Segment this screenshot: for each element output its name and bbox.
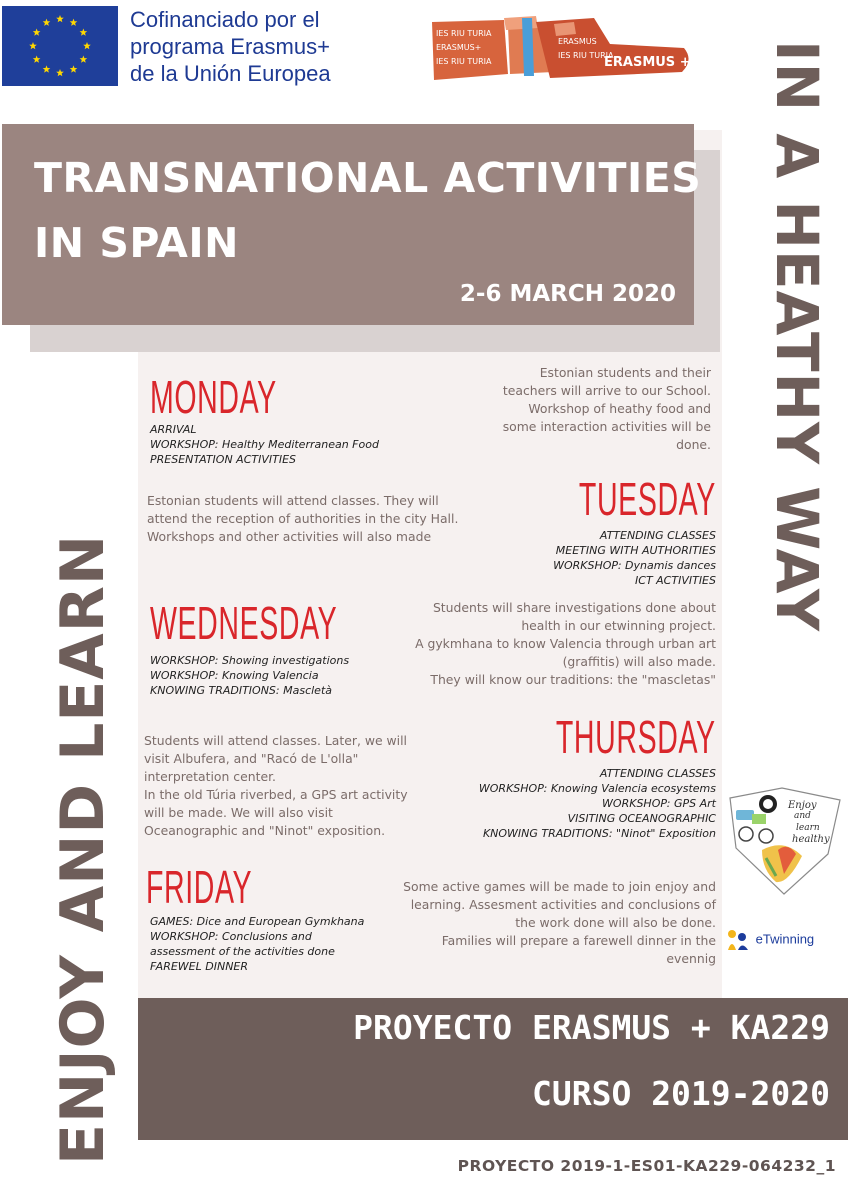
description-line: Students will share investigations done about: [432, 600, 716, 615]
thursday-description: [144, 732, 408, 840]
enjoy-learn-healthy-logo: [722, 786, 846, 896]
activity-item: KNOWING TRADITIONS: Mascletà: [150, 684, 332, 697]
description-line: learning. Assesment activities and conclusions of: [410, 897, 716, 912]
wednesday-activities: [150, 653, 349, 698]
svg-text:ERASMUS+: ERASMUS+: [436, 43, 482, 52]
day-monday-heading: MONDAY: [150, 371, 277, 423]
activity-item: WORKSHOP: Showing investigations: [150, 654, 350, 667]
banner-text-right: IN A HEATHY WAY: [763, 40, 831, 632]
description-line: Workshop of heathy food and: [528, 401, 711, 416]
description-line: the work done will also be done.: [515, 915, 716, 930]
activity-item: MEETING WITH AUTHORITIES: [555, 544, 716, 557]
activity-item: FAREWEL DINNER: [150, 960, 249, 973]
monday-activities: [150, 422, 379, 467]
enjoy-logo-word: and: [794, 811, 811, 821]
etwinning-logo: [724, 928, 814, 952]
description-line: A gykmhana to know Valencia through urban art: [415, 636, 716, 651]
svg-text:IES RIU TURIA: IES RIU TURIA: [558, 51, 614, 60]
description-line: Students will attend classes. Later, we will: [144, 733, 407, 748]
event-dates: 2-6 MARCH 2020: [459, 281, 676, 307]
description-line: Workshops and other activities will also made: [147, 529, 432, 544]
monday-description: [503, 364, 711, 454]
svg-text:ERASMUS +: ERASMUS +: [604, 55, 691, 70]
activity-item: VISITING OCEANOGRAPHIC: [567, 812, 716, 825]
description-line: In the old Túria riverbed, a GPS art activity: [144, 787, 408, 802]
svg-text:IES RIU TURIA: IES RIU TURIA: [436, 29, 492, 38]
description-line: attend the reception of authorities in the city Hall.: [147, 511, 459, 526]
description-line: They will know our traditions: the "mascletas": [430, 672, 716, 687]
activity-item: ATTENDING CLASSES: [599, 529, 716, 542]
eu-funding-line: de la Unión Europea: [130, 61, 331, 86]
right-vertical-banner: [748, 40, 848, 740]
description-line: interpretation center.: [144, 769, 276, 784]
etwinning-label: eTwinning: [755, 931, 815, 947]
description-line: done.: [676, 437, 711, 452]
eu-funding-line: Cofinanciado por el: [130, 7, 320, 32]
eu-funding-text: [130, 6, 331, 87]
enjoy-logo-word: healthy: [792, 834, 830, 845]
description-line: evennig: [666, 951, 716, 966]
svg-text:IES RIU TURIA: IES RIU TURIA: [436, 57, 492, 66]
activity-item: KNOWING TRADITIONS: "Ninot" Exposition: [482, 827, 716, 840]
project-line-1: PROYECTO ERASMUS + KA229: [353, 1008, 830, 1047]
school-footprint-logo: [424, 14, 696, 86]
activity-item: ARRIVAL: [150, 423, 197, 436]
enjoy-logo-word: Enjoy: [788, 800, 817, 811]
left-vertical-banner: [0, 470, 140, 1170]
title-line-2: IN SPAIN: [34, 219, 239, 267]
etwinning-icon: [724, 928, 752, 952]
eu-flag-icon: [2, 6, 118, 86]
activity-item: GAMES: Dice and European Gymkhana: [150, 915, 365, 928]
description-line: visit Albufera, and "Racó de L'olla": [144, 751, 359, 766]
activity-item: WORKSHOP: Knowing Valencia ecosystems: [478, 782, 716, 795]
activity-item: WORKSHOP: Dynamis dances: [553, 559, 716, 572]
project-code: PROYECTO 2019-1-ES01-KA229-064232_1: [457, 1157, 836, 1175]
day-friday-heading: FRIDAY: [146, 861, 253, 913]
activity-item: WORKSHOP: Conclusions and: [150, 930, 312, 943]
banner-text-left: ENJOY AND LEARN: [48, 533, 118, 1165]
thursday-activities: [479, 766, 716, 841]
activity-item: ATTENDING CLASSES: [599, 767, 716, 780]
activity-item: WORKSHOP: Knowing Valencia: [150, 669, 319, 682]
description-line: Some active games will be made to join enjoy and: [403, 879, 716, 894]
friday-activities: [150, 914, 364, 974]
enjoy-logo-word: learn: [796, 823, 820, 833]
description-line: Estonian students and their: [539, 365, 711, 380]
tuesday-description: [147, 492, 458, 546]
description-line: Estonian students will attend classes. They will: [147, 493, 439, 508]
project-line-2: CURSO 2019-2020: [531, 1074, 830, 1113]
description-line: Oceanographic and "Ninot" exposition.: [144, 823, 386, 838]
day-tuesday-heading: TUESDAY: [579, 473, 716, 525]
description-line: Families will prepare a farewell dinner in the: [441, 933, 716, 948]
project-box: [138, 998, 848, 1140]
wednesday-description: [415, 599, 716, 689]
activity-item: ICT ACTIVITIES: [635, 574, 716, 587]
description-line: (graffitis) will also made.: [562, 654, 716, 669]
activity-item: PRESENTATION ACTIVITIES: [150, 453, 297, 466]
title-line-1: TRANSNATIONAL ACTIVITIES: [34, 154, 702, 202]
description-line: some interaction activities will be: [502, 419, 711, 434]
eu-funding-line: programa Erasmus+: [130, 34, 330, 59]
description-line: health in our etwinning project.: [521, 618, 716, 633]
svg-text:ERASMUS: ERASMUS: [558, 37, 597, 46]
description-line: will be made. We will also visit: [144, 805, 333, 820]
tuesday-activities: [553, 528, 716, 588]
day-thursday-heading: THURSDAY: [556, 711, 716, 763]
description-line: teachers will arrive to our School.: [502, 383, 711, 398]
activity-item: assessment of the activities done: [150, 945, 335, 958]
activity-item: WORKSHOP: Healthy Mediterranean Food: [150, 438, 379, 451]
activity-item: WORKSHOP: GPS Art: [602, 797, 716, 810]
friday-description: [403, 878, 716, 968]
day-wednesday-heading: WEDNESDAY: [150, 597, 338, 649]
